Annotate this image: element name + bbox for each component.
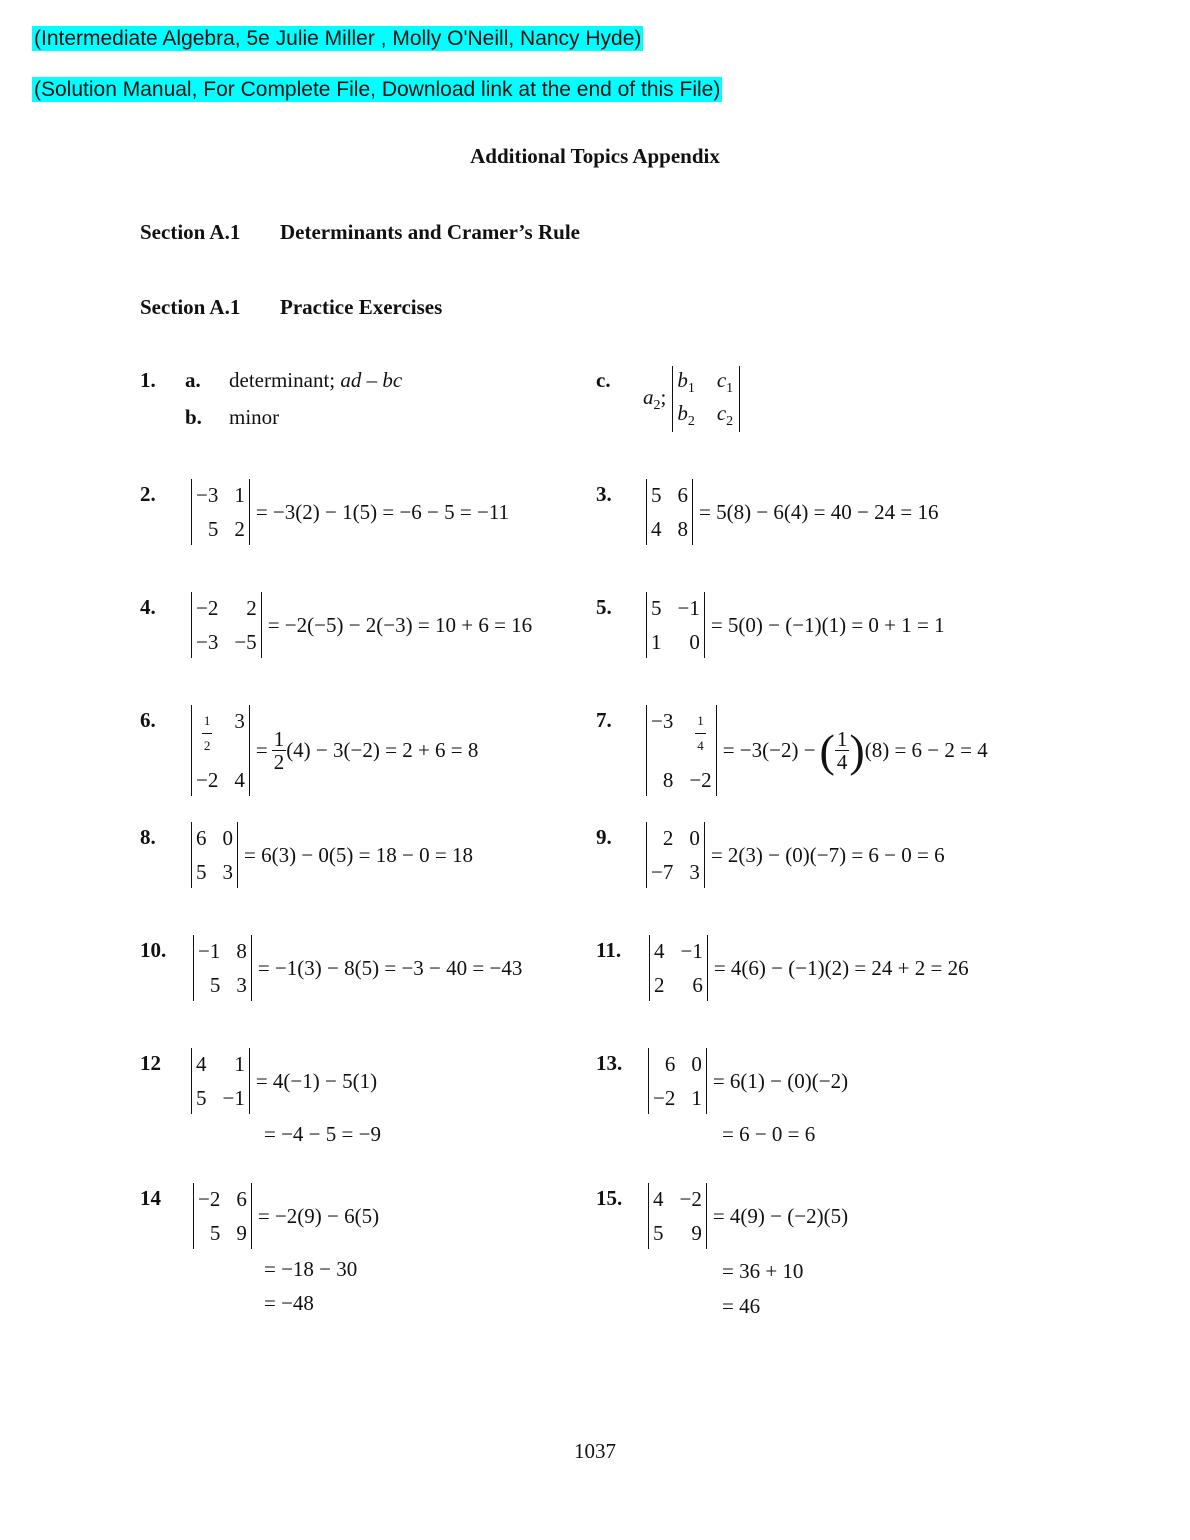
- part-b-answer: minor: [229, 405, 280, 429]
- exercise-number: 13.: [596, 1051, 623, 1075]
- matrix-cell: 5: [209, 973, 221, 997]
- matrix-cell: 2: [662, 826, 674, 850]
- exercise-15: [648, 1183, 848, 1249]
- exercise-2: [191, 479, 509, 545]
- exercise-14: [193, 1183, 379, 1249]
- section-label: Section A.1: [140, 220, 241, 244]
- exercise-11: [649, 935, 969, 1001]
- matrix-cell: −3: [196, 630, 219, 654]
- page-number: 1037: [574, 1439, 616, 1463]
- determinant-result: = −2(9) − 6(5): [257, 1203, 380, 1228]
- section-label: Section A.1: [140, 295, 241, 319]
- exercise-number: 6.: [140, 708, 156, 732]
- matrix-cell: 6: [692, 973, 703, 997]
- section-name: Practice Exercises: [280, 295, 443, 319]
- matrix-cell: 5: [651, 596, 662, 620]
- exercise-number: 7.: [596, 708, 612, 732]
- exercise-3: [646, 479, 938, 545]
- determinant-matrix: [193, 935, 252, 1001]
- matrix-cell: 5: [209, 1221, 221, 1245]
- matrix-cell: −3: [651, 709, 674, 733]
- matrix-cell: 0: [222, 826, 233, 850]
- matrix-cell: 4: [196, 1052, 207, 1076]
- matrix-cell: 1: [651, 630, 662, 654]
- part-c-matrix: [672, 366, 740, 432]
- determinant-matrix: [191, 592, 262, 658]
- matrix-cell: 2: [654, 973, 665, 997]
- exercise-number: 5.: [596, 595, 612, 619]
- matrix-cell: 5: [196, 1086, 207, 1110]
- exercise-13: [648, 1048, 848, 1114]
- determinant-result: = 5(0) − (−1)(1) = 0 + 1 = 1: [710, 612, 945, 637]
- determinant-result: = 6(1) − (0)(−2): [712, 1068, 849, 1093]
- result-continuation: = −48: [264, 1291, 314, 1315]
- result-continuation: = 46: [722, 1294, 761, 1318]
- exercise-number: 14: [140, 1186, 161, 1210]
- matrix-cell: 5: [653, 1221, 664, 1245]
- determinant-matrix: [191, 479, 250, 545]
- matrix-cell: 3: [222, 860, 233, 884]
- matrix-cell: 4: [234, 768, 245, 792]
- matrix-cell: 8: [677, 517, 688, 541]
- matrix-cell: $\frac{1}{4}$: [689, 709, 711, 758]
- matrix-cell: $b_1$: [677, 368, 695, 397]
- equals-sign: =: [255, 738, 268, 762]
- part-c-prefix: $a_2$;: [643, 384, 667, 413]
- exercise-8: [191, 822, 473, 888]
- exercise-6: [191, 705, 478, 796]
- matrix-cell: −2: [196, 768, 219, 792]
- determinant-matrix: [193, 1183, 252, 1249]
- exercise-number: 10.: [140, 938, 167, 962]
- result-continuation: = 36 + 10: [722, 1259, 804, 1283]
- matrix-cell: 1: [234, 483, 245, 507]
- part-a-answer: [229, 368, 402, 393]
- part-a-expression: ad – bc: [340, 368, 403, 392]
- matrix-cell: 4: [651, 517, 662, 541]
- matrix-cell: −2: [653, 1086, 676, 1110]
- matrix-cell: 2: [246, 596, 257, 620]
- exercise-7: [646, 705, 988, 796]
- exercise-12: [191, 1048, 377, 1114]
- matrix-cell: 4: [654, 939, 665, 963]
- result-continuation: = −18 − 30: [264, 1257, 358, 1281]
- part-c-answer: [643, 366, 740, 432]
- exercise-number: 3.: [596, 482, 612, 506]
- matrix-cell: −1: [198, 939, 221, 963]
- determinant-result: = 4(9) − (−2)(5): [712, 1203, 849, 1228]
- page-title: Additional Topics Appendix: [470, 144, 720, 168]
- determinant-matrix: [191, 705, 250, 796]
- determinant-result: = −2(−5) − 2(−3) = 10 + 6 = 16: [267, 612, 533, 637]
- matrix-cell: 0: [691, 1052, 702, 1076]
- matrix-cell: 6: [236, 1187, 247, 1211]
- matrix-cell: 8: [662, 768, 674, 792]
- matrix-cell: 9: [691, 1221, 702, 1245]
- part-a-text: determinant;: [229, 368, 341, 392]
- matrix-cell: 3: [689, 860, 700, 884]
- determinant-matrix: [191, 822, 238, 888]
- parenthesized-fraction: ( $\frac{1}{4}$ ): [819, 724, 865, 776]
- matrix-cell: 1: [234, 1052, 245, 1076]
- matrix-cell: 5: [196, 860, 207, 884]
- matrix-cell: $c_2$: [716, 401, 734, 430]
- matrix-cell: 0: [689, 826, 700, 850]
- fraction: $\frac{1}{4}$: [836, 727, 848, 774]
- exercise-number: 1.: [140, 368, 156, 392]
- exercise-number: 8.: [140, 825, 156, 849]
- part-label-c: c.: [596, 368, 611, 392]
- determinant-matrix: [646, 822, 705, 888]
- matrix-cell: −2: [198, 1187, 221, 1211]
- determinant-matrix: [191, 1048, 250, 1114]
- determinant-result: = 6(3) − 0(5) = 18 − 0 = 18: [244, 842, 473, 867]
- matrix-cell: 3: [234, 709, 245, 733]
- part-label-a: a.: [185, 368, 201, 392]
- determinant-matrix: [649, 935, 708, 1001]
- matrix-cell: 4: [653, 1187, 664, 1211]
- determinant-result: (4) − 3(−2) = 2 + 6 = 8: [286, 738, 479, 762]
- matrix-cell: −1: [677, 596, 700, 620]
- matrix-cell: 5: [207, 517, 219, 541]
- matrix-cell: −2: [196, 596, 219, 620]
- matrix-cell: 6: [677, 483, 688, 507]
- matrix-cell: 5: [651, 483, 662, 507]
- matrix-cell: −2: [689, 768, 712, 792]
- result-continuation: = −4 − 5 = −9: [264, 1122, 381, 1146]
- exercise-number: 9.: [596, 825, 612, 849]
- header-banner-download: (Solution Manual, For Complete File, Download link at the end of this File): [34, 78, 721, 101]
- determinant-matrix: [646, 705, 717, 796]
- determinant-result: = 5(8) − 6(4) = 40 − 24 = 16: [699, 499, 939, 524]
- exercise-10: [193, 935, 522, 1001]
- section-heading-practice: [140, 295, 442, 320]
- section-name: Determinants and Cramer’s Rule: [280, 220, 580, 244]
- matrix-cell: 8: [236, 939, 247, 963]
- matrix-cell: −1: [680, 939, 703, 963]
- exercise-number: 2.: [140, 482, 156, 506]
- matrix-cell: 2: [234, 517, 245, 541]
- determinant-result-prefix: = −3(−2) −: [722, 738, 816, 762]
- matrix-cell: 9: [236, 1221, 247, 1245]
- matrix-cell: 6: [664, 1052, 676, 1076]
- determinant-result: = 4(6) − (−1)(2) = 24 + 2 = 26: [713, 955, 969, 980]
- matrix-cell: 1: [691, 1086, 702, 1110]
- exercise-number: 11.: [596, 938, 622, 962]
- matrix-cell: 6: [196, 826, 207, 850]
- matrix-cell: $c_1$: [716, 368, 734, 397]
- matrix-cell: −2: [679, 1187, 702, 1211]
- determinant-result: = 4(−1) − 5(1): [255, 1068, 378, 1093]
- determinant-matrix: [646, 479, 693, 545]
- matrix-cell: 3: [236, 973, 247, 997]
- header-banner-title: (Intermediate Algebra, 5e Julie Miller , Molly O'Neill, Nancy Hyde): [34, 27, 642, 50]
- matrix-cell: 0: [689, 630, 700, 654]
- exercise-number: 12: [140, 1051, 161, 1075]
- exercise-5: [646, 592, 945, 658]
- fraction: $\frac{1}{2}$: [273, 727, 285, 774]
- determinant-result: = −3(2) − 1(5) = −6 − 5 = −11: [255, 499, 510, 524]
- matrix-cell: −3: [196, 483, 219, 507]
- matrix-cell: −1: [222, 1086, 245, 1110]
- determinant-result: (8) = 6 − 2 = 4: [864, 738, 988, 762]
- matrix-cell: $\frac{1}{2}$: [196, 709, 218, 758]
- determinant-result: = −1(3) − 8(5) = −3 − 40 = −43: [257, 955, 523, 980]
- exercise-number: 4.: [140, 595, 156, 619]
- matrix-cell: $b_2$: [677, 401, 695, 430]
- determinant-matrix: [646, 592, 705, 658]
- exercise-4: [191, 592, 532, 658]
- determinant-matrix: [648, 1183, 707, 1249]
- matrix-cell: −5: [234, 630, 257, 654]
- exercise-number: 15.: [596, 1186, 623, 1210]
- part-label-b: b.: [185, 405, 202, 429]
- determinant-matrix: [648, 1048, 707, 1114]
- section-heading-determinants: [140, 220, 580, 245]
- exercise-9: [646, 822, 945, 888]
- determinant-result: = 2(3) − (0)(−7) = 6 − 0 = 6: [710, 842, 945, 867]
- result-continuation: = 6 − 0 = 6: [722, 1122, 816, 1146]
- matrix-cell: −7: [651, 860, 674, 884]
